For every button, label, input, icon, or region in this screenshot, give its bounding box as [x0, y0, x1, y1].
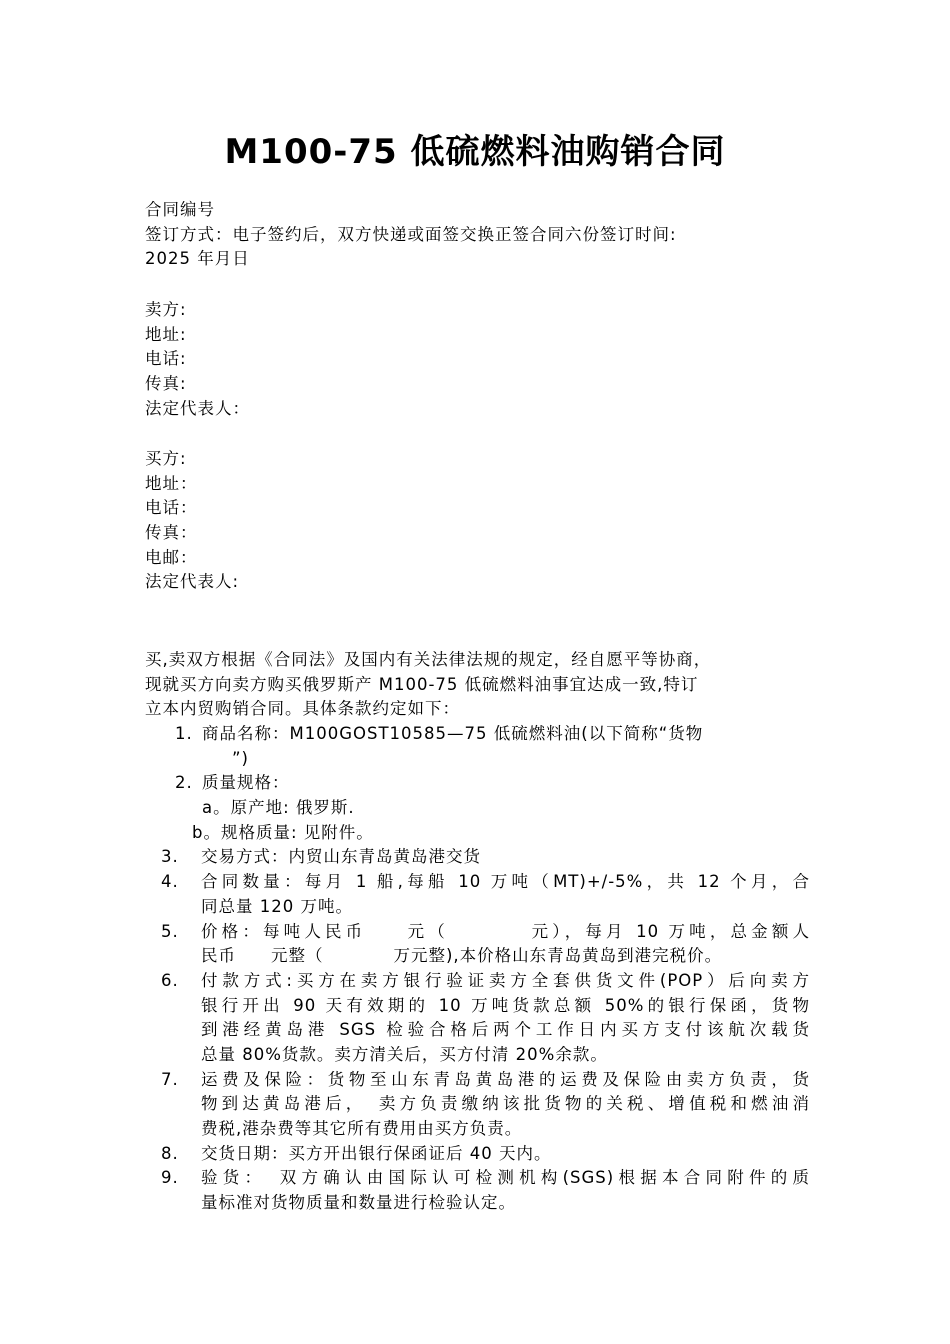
clause-text-line: 交货日期：买方开出银行保函证后 40 天内。	[201, 1143, 552, 1163]
seller-label: 卖方:	[145, 300, 187, 319]
clause-number: 7.	[161, 1069, 179, 1089]
clause-text-line: 付款方式:买方在卖方银行验证卖方全套供货文件(POP）后向卖方	[201, 970, 810, 990]
buyer-fax: 传真：	[145, 523, 198, 543]
clause-text-line: 交易方式：内贸山东青岛黄岛港交货	[201, 847, 481, 867]
clause-text-line: 费税,港杂费等其它所有费用由买方负责。	[201, 1119, 523, 1138]
clause-text-line: 总量 80%货款。卖方清关后，买方付清 20%余款。	[201, 1044, 608, 1064]
clause-number: 4.	[161, 872, 179, 892]
clause-6	[145, 969, 810, 1068]
clause-8	[145, 1142, 810, 1167]
seller-section	[145, 298, 810, 421]
intro-paragraph	[145, 648, 810, 722]
clause-subitem-b: b。规格质量: 见附件。	[192, 822, 374, 842]
seller-address: 地址:	[145, 324, 187, 344]
document-title: M100-75 低硫燃料油购销合同	[224, 132, 726, 172]
contract-number-label: 合同编号	[145, 200, 215, 219]
clause-number: 1.	[175, 724, 193, 743]
clause-1	[145, 722, 810, 771]
intro-line: 现就买方向卖方购买俄罗斯产 M100-75 低硫燃料油事宜达成一致,特订	[145, 674, 699, 694]
clause-subitem-a: a。原产地: 俄罗斯.	[202, 798, 355, 818]
clause-text-line: 物到达黄岛港后， 卖方负责缴纳该批货物的关税、增值税和燃油消	[201, 1094, 810, 1114]
clause-3	[145, 845, 810, 870]
clause-list	[145, 722, 810, 1216]
buyer-section	[145, 447, 810, 595]
clause-text-line: ”)	[232, 748, 249, 768]
clause-text-line: 到港经黄岛港 SGS 检验合格后两个工作日内买方支付该航次载货	[201, 1020, 810, 1040]
signing-date: 2025 年月日	[145, 249, 250, 269]
clause-number: 3.	[161, 847, 179, 867]
buyer-email: 电邮：	[145, 547, 198, 567]
seller-phone: 电话:	[145, 349, 187, 369]
clause-9	[145, 1166, 810, 1215]
clause-5	[145, 920, 810, 969]
clause-text-line: 质量规格：	[202, 773, 290, 793]
clause-text-line: 量标准对货物质量和数量进行检验认定。	[201, 1193, 516, 1213]
clause-text-line: 验货： 双方确认由国际认可检测机构(SGS)根据本合同附件的质	[201, 1168, 810, 1188]
clause-7	[145, 1068, 810, 1142]
buyer-phone: 电话：	[145, 498, 198, 518]
clause-number: 9.	[161, 1168, 179, 1188]
clause-number: 6.	[161, 970, 179, 990]
clause-number: 2.	[175, 773, 193, 793]
clause-number: 5.	[161, 921, 179, 941]
seller-fax: 传真:	[145, 374, 187, 394]
clause-text-line: 银行开出 90 天有效期的 10 万吨货款总额 50%的银行保函，货物	[201, 995, 810, 1015]
contract-header	[145, 198, 810, 272]
seller-legal-rep: 法定代表人：	[145, 398, 250, 418]
buyer-label: 买方:	[145, 449, 187, 468]
clause-number: 8.	[161, 1143, 179, 1163]
clause-2	[145, 771, 810, 845]
signing-method: 签订方式：电子签约后，双方快递或面签交换正签合同六份签订时间:	[145, 224, 677, 244]
intro-line: 立本内贸购销合同。具体条款约定如下：	[145, 699, 460, 719]
clause-text-line: 民币 元整（ 万元整),本价格山东青岛黄岛到港完税价。	[201, 946, 723, 966]
clause-4	[145, 870, 810, 919]
intro-line: 买,卖双方根据《合同法》及国内有关法律法规的规定，经自愿平等协商，	[145, 650, 712, 669]
clause-text-line: 商品名称：M100GOST10585—75 低硫燃料油(以下简称“货物	[202, 724, 704, 743]
clause-text-line: 合同数量：每月 1 船,每船 10 万吨（MT)+/-5%，共 12 个月，合	[201, 872, 810, 892]
clause-text-line: 同总量 120 万吨。	[201, 896, 353, 916]
buyer-legal-rep: 法定代表人:	[145, 572, 240, 592]
clause-text-line: 运费及保险：货物至山东青岛黄岛港的运费及保险由卖方负责，货	[201, 1069, 810, 1089]
clause-text-line: 价格：每吨人民币 元（ 元），每月 10 万吨，总金额人	[201, 921, 810, 941]
buyer-address: 地址：	[145, 473, 198, 493]
